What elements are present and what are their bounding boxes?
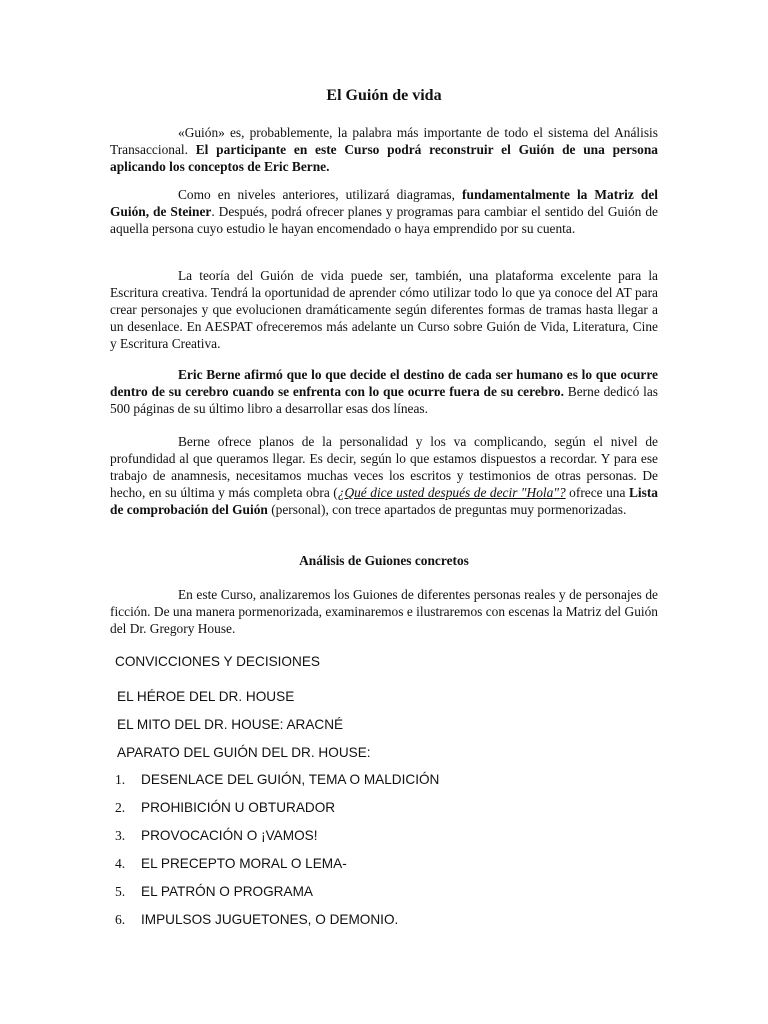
heading-mito: EL MITO DEL DR. HOUSE: ARACNÉ — [117, 717, 344, 732]
section-subtitle: Análisis de Guiones concretos — [299, 553, 469, 568]
list-item: 5. EL PATRÓN O PROGRAMA — [115, 884, 313, 899]
heading-aparato: APARATO DEL GUIÓN DEL DR. HOUSE: — [117, 745, 371, 760]
heading-heroe: EL HÉROE DEL DR. HOUSE — [117, 689, 295, 704]
paragraph-creative-writing: La teoría del Guión de vida puede ser, también, una plataforma excelente para la Escritura creativa. Tendrá la oportunidad de aprender cómo utilizar todo lo que ya conoce del AT para crear personajes y que evolucionen dramáticamente según diferentes formas de tramas hasta llegar a un desenlace. En AESPAT ofreceremos más adelante un Curso sobre Guión de Vida, Literatura, Cine y Escritura Creativa. — [110, 268, 658, 351]
document-title: El Guión de vida — [326, 87, 442, 104]
paragraph-personality-plans: Berne ofrece planos de la personalidad y los va complicando, según el nivel de profundidad al que queramos llegar. Es decir, según lo que estamos dispuestos a recordar. Y para ese trabajo de anamnesis, necesitamos muchas veces los escritos y testimonios de otras personas. De hecho, en su última y más completa obra (¿Qué dice usted después de decir "Hola"? ofrece una Lista de comprobación del Guión (personal), con trece apartados de preguntas muy pormenorizadas. — [110, 434, 658, 517]
list-item: 6. IMPULSOS JUGUETONES, O DEMONIO. — [115, 912, 399, 927]
paragraph-eric-berne: Eric Berne afirmó que lo que decide el destino de cada ser humano es lo que ocurre dentro de su cerebro cuando se enfrenta con lo que ocurre fuera de su cerebro. Berne dedicó las 500 páginas de su último libro a desarrollar esas dos líneas. — [110, 367, 659, 416]
paragraph-diagrams: Como en niveles anteriores, utilizará diagramas, fundamentalmente la Matriz del Guión, de Steiner. Después, podrá ofrecer planes y programas para cambiar el sentido del Guión de aquella persona cuyo estudio le hayan encomendado o haya emprendido por su cuenta. — [110, 187, 658, 236]
list-item: 2. PROHIBICIÓN U OBTURADOR — [115, 800, 336, 815]
heading-convicciones: CONVICCIONES Y DECISIONES — [115, 654, 320, 669]
paragraph-course: En este Curso, analizaremos los Guiones de diferentes personas reales y de personajes de ficción. De una manera pormenorizada, examinaremos e ilustraremos con escenas la Matriz del Guión del Dr. Gregory House. — [110, 587, 658, 636]
list-item: 3. PROVOCACIÓN O ¡VAMOS! — [115, 828, 318, 843]
list-item: 4. EL PRECEPTO MORAL O LEMA- — [115, 856, 347, 871]
list-item: 1. DESENLACE DEL GUIÓN, TEMA O MALDICIÓN — [115, 772, 440, 787]
paragraph-intro: «Guión» es, probablemente, la palabra más importante de todo el sistema del Análisis Transaccional. El participante en este Curso podrá reconstruir el Guión de una persona aplicando los conceptos de Eric Berne. — [110, 125, 658, 174]
book-title-link: ¿Qué dice usted después de decir "Hola"? — [337, 485, 566, 500]
